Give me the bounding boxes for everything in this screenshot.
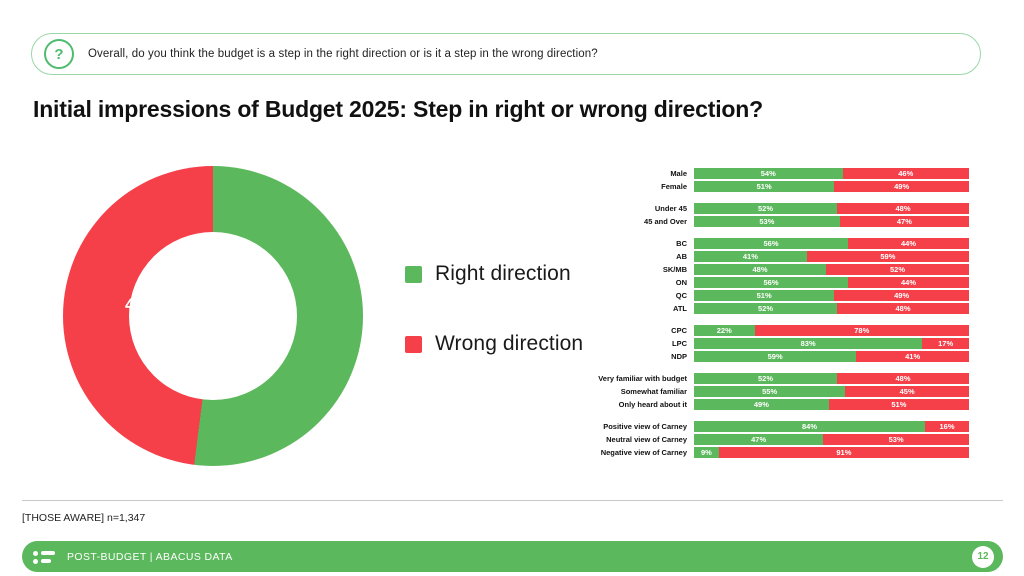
legend-swatch-wrong-direction (405, 336, 422, 353)
footnote: [THOSE AWARE] n=1,347 (22, 512, 146, 524)
bar-segment-right-direction: 51% (694, 290, 834, 301)
bar-group-party (586, 325, 969, 362)
chart-legend (405, 262, 583, 402)
bar-segment-wrong-direction: 49% (834, 290, 969, 301)
bar-row-label: Under 45 (654, 204, 687, 213)
bar-row-label: 45 and Over (644, 217, 687, 226)
bar-row-label: Female (661, 182, 687, 191)
bar-row-label: AB (676, 252, 687, 261)
abacus-logo-icon (32, 548, 58, 566)
bar-row (586, 277, 969, 288)
bar-segment-right-direction: 52% (694, 203, 837, 214)
bar-group-familiarity (586, 373, 969, 410)
bar-segment-right-direction: 47% (694, 434, 823, 445)
bar-segment-wrong-direction: 46% (843, 168, 970, 179)
bar-segment-wrong-direction: 49% (834, 181, 969, 192)
bar-segment-wrong-direction: 48% (837, 373, 969, 384)
bar-row (586, 290, 969, 301)
bar-track (694, 447, 969, 458)
bar-segment-right-direction: 55% (694, 386, 845, 397)
bar-row (586, 373, 969, 384)
bar-track (694, 399, 969, 410)
legend-item-wrong-direction (405, 332, 583, 356)
bar-segment-right-direction: 54% (694, 168, 843, 179)
bar-segment-wrong-direction: 16% (925, 421, 969, 432)
bar-row (586, 399, 969, 410)
bar-row-label: Very familiar with budget (598, 374, 687, 383)
bar-row (586, 325, 969, 336)
bar-track (694, 203, 969, 214)
footer-bar (22, 541, 1003, 572)
bar-track (694, 216, 969, 227)
bar-row-label: ATL (672, 304, 687, 313)
donut-chart (63, 166, 363, 466)
bar-track (694, 168, 969, 179)
bar-row-label: Positive view of Carney (603, 422, 687, 431)
bar-row-label: SK/MB (662, 265, 687, 274)
bar-track (694, 264, 969, 275)
bar-group-gender (586, 168, 969, 192)
bar-segment-right-direction: 48% (694, 264, 826, 275)
bar-row-label: ON (675, 278, 687, 287)
bar-track (694, 351, 969, 362)
bar-segment-right-direction: 52% (694, 303, 837, 314)
legend-item-right-direction (405, 262, 583, 286)
bar-track (694, 434, 969, 445)
bar-segment-right-direction: 51% (694, 181, 834, 192)
question-text: Overall, do you think the budget is a step in the right direction or is it a step in the wrong direction? (88, 48, 598, 60)
bar-row-label: Only heard about it (618, 400, 687, 409)
bar-group-age (586, 203, 969, 227)
donut-label-right-direction: 52% (263, 311, 298, 330)
bar-segment-right-direction: 59% (694, 351, 856, 362)
bar-track (694, 386, 969, 397)
divider (22, 500, 1003, 501)
bar-segment-right-direction: 49% (694, 399, 829, 410)
bar-row-label: Somewhat familiar (620, 387, 687, 396)
bar-segment-wrong-direction: 45% (845, 386, 969, 397)
bar-segment-wrong-direction: 47% (840, 216, 969, 227)
bar-segment-wrong-direction: 51% (829, 399, 969, 410)
bar-track (694, 251, 969, 262)
bar-row (586, 434, 969, 445)
bar-segment-right-direction: 53% (694, 216, 840, 227)
bar-row-label: LPC (672, 339, 687, 348)
bar-segment-right-direction: 84% (694, 421, 925, 432)
legend-label-right-direction: Right direction (435, 262, 571, 285)
bar-row (586, 264, 969, 275)
bar-group-region (586, 238, 969, 314)
bar-segment-wrong-direction: 48% (837, 303, 969, 314)
question-mark-icon: ? (44, 39, 74, 69)
bar-row (586, 216, 969, 227)
bar-segment-wrong-direction: 59% (807, 251, 969, 262)
bar-segment-wrong-direction: 91% (719, 447, 969, 458)
bar-row-label: CPC (671, 326, 687, 335)
bar-segment-wrong-direction: 44% (848, 238, 969, 249)
bar-row (586, 303, 969, 314)
bar-row (586, 203, 969, 214)
bar-segment-right-direction: 9% (694, 447, 719, 458)
legend-swatch-right-direction (405, 266, 422, 283)
bar-segment-wrong-direction: 44% (848, 277, 969, 288)
bar-group-carney-view (586, 421, 969, 458)
page-title: Initial impressions of Budget 2025: Step in right or wrong direction? (33, 96, 763, 122)
bar-row-label: Negative view of Carney (600, 448, 687, 457)
bar-track (694, 181, 969, 192)
bar-row-label: NDP (671, 352, 687, 361)
bar-row (586, 238, 969, 249)
bar-segment-right-direction: 83% (694, 338, 922, 349)
question-banner (31, 33, 981, 75)
bar-segment-right-direction: 41% (694, 251, 807, 262)
bar-segment-right-direction: 56% (694, 277, 848, 288)
bar-row (586, 447, 969, 458)
bar-segment-wrong-direction: 41% (856, 351, 969, 362)
donut-label-wrong-direction: 48% (125, 295, 160, 314)
donut-ring (63, 166, 363, 466)
bar-segment-wrong-direction: 48% (837, 203, 969, 214)
bar-row-label: Male (670, 169, 687, 178)
footer-text: POST-BUDGET | ABACUS DATA (67, 550, 233, 563)
bar-segment-wrong-direction: 78% (755, 325, 970, 336)
bar-row-label: BC (676, 239, 687, 248)
bar-track (694, 338, 969, 349)
bar-segment-right-direction: 52% (694, 373, 837, 384)
bar-row-label: QC (675, 291, 687, 300)
bar-segment-wrong-direction: 53% (823, 434, 969, 445)
bar-segment-right-direction: 56% (694, 238, 848, 249)
bar-track (694, 238, 969, 249)
bar-row (586, 168, 969, 179)
bar-segment-right-direction: 22% (694, 325, 755, 336)
bar-segment-wrong-direction: 52% (826, 264, 969, 275)
bar-row (586, 421, 969, 432)
crosstab-bar-chart (586, 168, 969, 460)
page-number-badge: 12 (972, 546, 994, 568)
bar-track (694, 325, 969, 336)
bar-row (586, 338, 969, 349)
bar-row (586, 351, 969, 362)
bar-track (694, 421, 969, 432)
bar-track (694, 303, 969, 314)
bar-row (586, 251, 969, 262)
bar-track (694, 373, 969, 384)
bar-row (586, 181, 969, 192)
bar-track (694, 277, 969, 288)
bar-track (694, 290, 969, 301)
bar-segment-wrong-direction: 17% (922, 338, 969, 349)
bar-row-label: Neutral view of Carney (606, 435, 687, 444)
bar-row (586, 386, 969, 397)
legend-label-wrong-direction: Wrong direction (435, 332, 584, 355)
